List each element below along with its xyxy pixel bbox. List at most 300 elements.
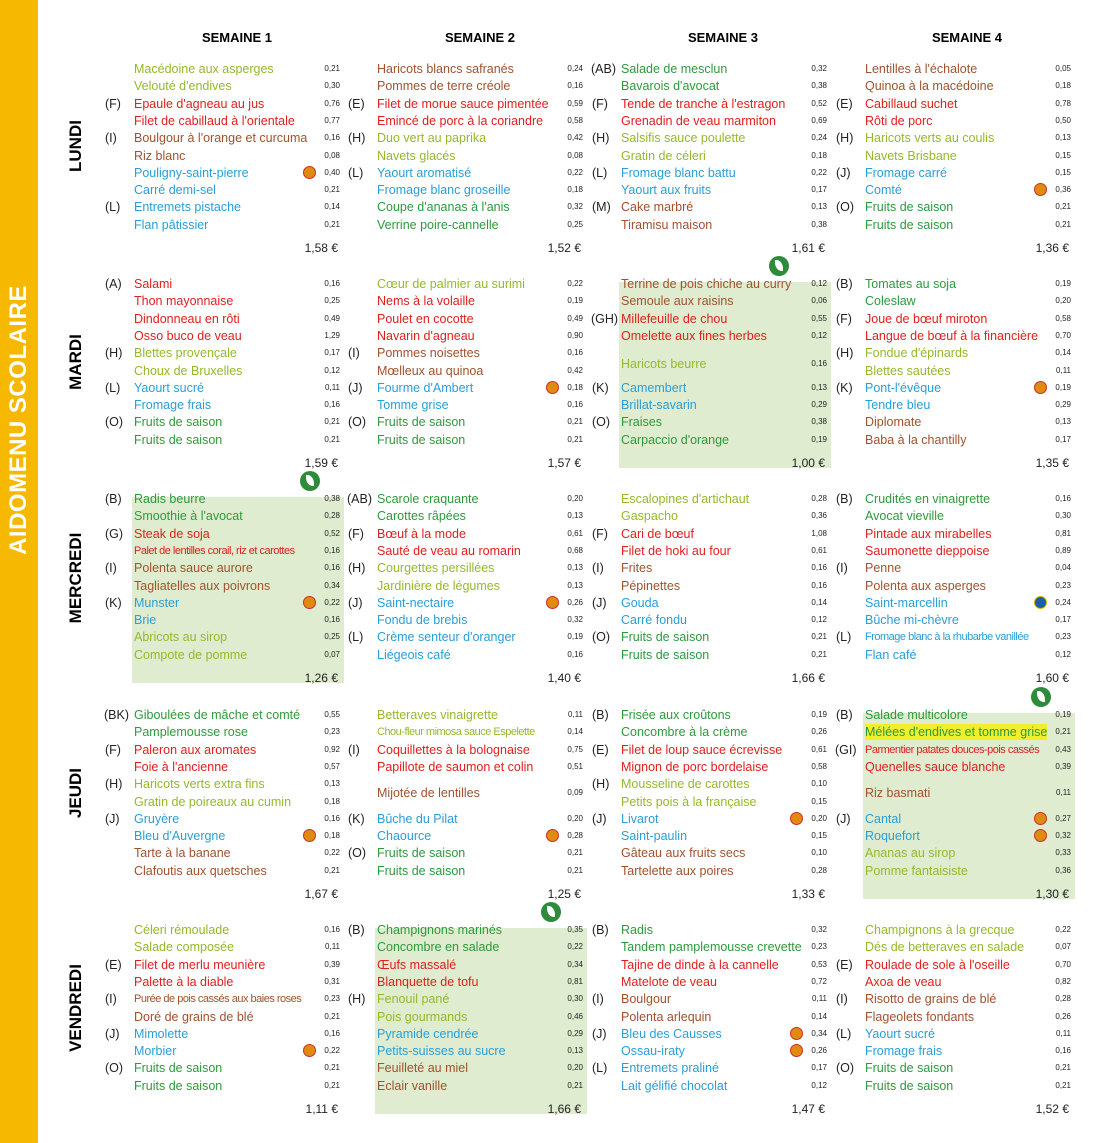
menu-item-name: Avocat vieville <box>865 509 944 524</box>
menu-item <box>134 363 340 379</box>
menu-item <box>134 612 340 628</box>
menu-item <box>105 414 340 430</box>
menu-item-name: Cœur de palmier au surimi <box>377 277 525 291</box>
menu-item-price: 0,15 <box>811 796 827 806</box>
menu-item <box>134 165 340 181</box>
menu-item-price: 0,16 <box>1055 494 1071 503</box>
menu-item <box>592 742 827 758</box>
menu-item-price: 0,34 <box>567 959 583 969</box>
menu-item-price: 0,11 <box>325 942 340 952</box>
menu-item-price: 0,16 <box>811 358 827 368</box>
menu-item-price: 0,69 <box>811 115 827 125</box>
menu-item-name: Palet de lentilles corail, riz et carottes <box>134 544 295 557</box>
menu-item <box>134 1078 340 1094</box>
menu-item-price: 0,16 <box>324 563 340 573</box>
vegetarian-leaf-icon <box>541 902 561 922</box>
menu-item-code: (H) <box>105 777 123 792</box>
menu-item-name: Livarot <box>621 811 659 826</box>
menu-item-name: Tartelette aux poires <box>621 863 734 878</box>
menu-item-code: (E) <box>592 742 609 757</box>
menu-item-price: 0,26 <box>811 1046 827 1056</box>
menu-item-name: Eclair vanille <box>377 1078 448 1093</box>
menu-item-name: Saint-marcellin <box>865 595 948 610</box>
menu-item-name: Yaourt aux fruits <box>621 183 712 198</box>
menu-item-name: Dindonneau en rôti <box>134 311 240 326</box>
menu-item-price: 0,22 <box>324 597 340 607</box>
menu-item-name: Bleu d'Auvergne <box>134 829 226 844</box>
menu-item <box>134 939 340 955</box>
menu-item-price: 0,43 <box>1055 744 1071 754</box>
aop-label-icon <box>546 596 559 609</box>
menu-item-name: Carottes râpées <box>377 509 466 524</box>
menu-item-price: 0,61 <box>811 744 827 754</box>
menu-item <box>621 356 827 372</box>
menu-item-name: Radis <box>621 923 653 937</box>
menu-item <box>348 380 583 396</box>
menu-item-code: (I) <box>592 992 604 1007</box>
menu-item-price: 0,13 <box>567 563 583 573</box>
menu-item-price: 0,17 <box>324 348 340 358</box>
menu-item-price: 0,13 <box>1055 417 1071 427</box>
menu-item-name: Filet de merlu meunière <box>134 957 266 972</box>
menu-item-name: Tagliatelles aux poivrons <box>134 578 271 593</box>
sidebar-title: AIDOMENU SCOLAIRE <box>5 285 32 555</box>
daily-total: 1,59 € <box>304 456 338 470</box>
menu-item-price: 0,68 <box>567 545 583 555</box>
menu-item-price: 0,11 <box>568 710 583 719</box>
menu-item-name: Fromage blanc à la rhubarbe vanillée <box>865 631 1029 644</box>
menu-item <box>377 939 583 955</box>
menu-item-name: Fromage carré <box>865 165 947 180</box>
menu-item-name: Feuilleté au miel <box>377 1061 469 1076</box>
menu-item-price: 0,22 <box>567 942 583 952</box>
menu-item <box>836 380 1071 396</box>
menu-item-name: Baba à la chantilly <box>865 432 967 447</box>
menu-item <box>865 828 1071 844</box>
menu-item-price: 0,16 <box>1055 1046 1071 1056</box>
menu-item <box>105 776 340 792</box>
menu-item-name: Ossau-iraty <box>621 1044 685 1059</box>
menu-item-code: (L) <box>348 630 364 645</box>
menu-item <box>621 78 827 94</box>
menu-item-price: 0,14 <box>811 1011 827 1021</box>
menu-item-name: Blanquette de tofu <box>377 974 479 989</box>
aop-label-icon <box>1034 812 1047 825</box>
menu-item-name: Macédoine aux asperges <box>134 62 274 76</box>
menu-item-price: 0,21 <box>811 632 827 642</box>
menu-item <box>621 612 827 628</box>
menu-item-name: Filet de hoki au four <box>621 543 731 558</box>
menu-item <box>105 380 340 396</box>
menu-item-name: Bûche du Pilat <box>377 811 458 826</box>
menu-item-name: Tarte à la banane <box>134 846 231 861</box>
daily-total: 1,25 € <box>547 887 581 901</box>
menu-item-price: 0,18 <box>567 382 583 392</box>
menu-item <box>865 328 1071 344</box>
menu-item-price: 0,70 <box>1055 959 1071 969</box>
menu-item <box>621 113 827 129</box>
menu-item-price: 0,23 <box>811 942 827 952</box>
menu-item-name: Salsifis sauce poulette <box>621 131 746 146</box>
menu-item <box>377 828 583 844</box>
menu-item-name: Céleri rémoulade <box>134 923 230 937</box>
sidebar-band <box>0 0 38 1143</box>
menu-item-price: 0,30 <box>1055 511 1071 521</box>
menu-item-name: Fruits de saison <box>134 432 223 447</box>
menu-item <box>105 560 340 576</box>
menu-item-name: Entremets pistache <box>134 200 241 215</box>
menu-item <box>104 707 340 723</box>
menu-item-price: 0,19 <box>567 296 583 306</box>
aop-label-icon <box>303 166 316 179</box>
menu-item-price: 0,49 <box>567 313 583 323</box>
menu-item-name: Bœuf à la mode <box>377 526 466 541</box>
aop-label-icon <box>546 381 559 394</box>
menu-item-price: 0,16 <box>324 400 340 410</box>
menu-item <box>377 647 583 663</box>
menu-item <box>592 776 827 792</box>
menu-item <box>134 1043 340 1059</box>
menu-item <box>105 595 340 611</box>
menu-item-price: 0,76 <box>324 98 340 108</box>
menu-item-price: 0,72 <box>811 976 827 986</box>
menu-item <box>621 508 827 524</box>
menu-item <box>377 508 583 524</box>
menu-item-name: Rôti de porc <box>865 113 933 128</box>
menu-item-code: (GI) <box>835 742 857 757</box>
menu-item-code: (O) <box>836 200 855 215</box>
menu-item <box>377 1026 583 1042</box>
menu-item <box>348 922 583 938</box>
menu-item-name: Poulet en cocotte <box>377 311 474 326</box>
menu-item-price: 0,22 <box>567 279 583 288</box>
menu-item-name: Pois gourmands <box>377 1009 468 1024</box>
menu-item-price: 0,82 <box>1055 976 1071 986</box>
menu-item-code: (O) <box>592 415 611 430</box>
menu-item-name: Abricots au sirop <box>134 630 228 645</box>
menu-item-name: Cake marbré <box>621 200 694 215</box>
menu-item <box>865 724 1071 740</box>
menu-item-name: Pépinettes <box>621 578 681 593</box>
menu-item-code: (K) <box>348 811 365 826</box>
menu-item <box>377 863 583 879</box>
menu-item-name: Langue de bœuf à la financière <box>865 328 1039 343</box>
menu-item-name: Fruits de saison <box>621 647 710 662</box>
week-header-1: SEMAINE 1 <box>201 30 273 45</box>
menu-item <box>377 182 583 198</box>
menu-item-price: 0,58 <box>811 761 827 771</box>
menu-item-name: Comté <box>865 183 902 198</box>
menu-item-name: Radis beurre <box>134 492 206 506</box>
menu-item <box>592 560 827 576</box>
menu-item-price: 0,24 <box>1055 597 1071 607</box>
menu-item-price: 0,21 <box>1055 727 1071 737</box>
menu-item-code: (I) <box>348 742 360 757</box>
menu-item <box>105 526 340 542</box>
menu-item-name: Giboulées de mâche et comté <box>134 708 301 722</box>
menu-item <box>348 595 583 611</box>
menu-item-price: 0,06 <box>811 296 827 306</box>
menu-item-price: 0,20 <box>811 813 827 823</box>
menu-item <box>592 199 827 215</box>
menu-item <box>592 922 827 938</box>
menu-item <box>865 578 1071 594</box>
menu-item-name: Verrine poire-cannelle <box>377 217 499 232</box>
menu-item <box>377 785 583 801</box>
menu-item-price: 0,19 <box>1055 382 1071 392</box>
menu-item-name: Yaourt aromatisé <box>377 165 472 180</box>
menu-item-name: Carré demi-sel <box>134 183 216 198</box>
menu-item-price: 0,19 <box>567 632 583 642</box>
menu-item-code: (K) <box>836 380 853 395</box>
menu-item-name: Smoothie à l'avocat <box>134 509 243 524</box>
menu-item-name: Bûche mi-chèvre <box>865 613 959 628</box>
menu-item-price: 0,24 <box>811 133 827 143</box>
menu-item-code: (BK) <box>104 708 129 722</box>
menu-item-name: Papillote de saumon et colin <box>377 759 534 774</box>
menu-item-code: (L) <box>348 165 364 180</box>
menu-item-code: (J) <box>592 811 607 826</box>
menu-item-price: 0,75 <box>567 744 583 754</box>
menu-item <box>377 1043 583 1059</box>
menu-item-name: Salade de mesclun <box>621 62 728 76</box>
aop-label-icon <box>1034 829 1047 842</box>
menu-item-price: 0,29 <box>811 400 827 410</box>
menu-item <box>377 543 583 559</box>
menu-item <box>591 311 827 327</box>
menu-item-name: Œufs massalé <box>377 957 457 972</box>
menu-item-name: Fruits de saison <box>134 415 223 430</box>
menu-item <box>134 578 340 594</box>
menu-item <box>865 595 1071 611</box>
menu-item <box>621 828 827 844</box>
menu-item <box>377 78 583 94</box>
menu-item-price: 0,21 <box>324 1080 340 1090</box>
menu-item <box>377 199 583 215</box>
menu-item <box>865 1078 1071 1094</box>
menu-item-name: Pommes de terre créole <box>377 79 511 94</box>
menu-item-code: (O) <box>348 415 367 430</box>
menu-item-name: Gruyère <box>134 811 180 826</box>
menu-item-code: (B) <box>836 277 853 291</box>
menu-item-code: (H) <box>592 777 610 792</box>
menu-item <box>134 78 340 94</box>
menu-item-code: (L) <box>592 165 608 180</box>
menu-item-name: Entremets praliné <box>621 1061 719 1076</box>
aop-label-icon <box>303 1044 316 1057</box>
menu-item <box>592 380 827 396</box>
menu-item-price: 0,22 <box>324 1046 340 1056</box>
menu-item-name: Crudités en vinaigrette <box>865 492 991 506</box>
menu-item-code: (L) <box>836 1026 852 1041</box>
menu-item-price: 0,13 <box>567 580 583 590</box>
menu-item-code: (F) <box>592 96 608 111</box>
menu-item-name: Flageolets fondants <box>865 1009 975 1024</box>
menu-item <box>134 828 340 844</box>
menu-item <box>134 61 340 77</box>
menu-item-price: 0,89 <box>1055 545 1071 555</box>
menu-item-price: 0,46 <box>567 1011 583 1021</box>
menu-item-name: Penne <box>865 561 902 576</box>
menu-item <box>377 578 583 594</box>
menu-item-name: Bavarois d'avocat <box>621 79 720 94</box>
menu-item-price: 0,13 <box>567 1046 583 1056</box>
menu-item-name: Sauté de veau au romarin <box>377 543 521 558</box>
menu-item <box>377 724 583 740</box>
menu-item-price: 0,81 <box>1055 528 1071 538</box>
menu-item-price: 0,22 <box>1055 925 1071 934</box>
menu-item-code: (L) <box>105 380 121 395</box>
menu-item-price: 0,08 <box>324 150 340 160</box>
menu-item-price: 0,32 <box>567 202 583 212</box>
menu-item <box>377 293 583 309</box>
menu-item-name: Brillat-savarin <box>621 398 697 413</box>
menu-item <box>377 61 583 77</box>
menu-item-name: Roquefort <box>865 829 920 844</box>
menu-item-name: Nems à la volaille <box>377 294 475 309</box>
menu-item <box>836 491 1071 507</box>
menu-item-name: Brie <box>134 613 157 628</box>
menu-item-price: 0,07 <box>1055 942 1071 952</box>
menu-item <box>621 328 827 344</box>
menu-item <box>865 863 1071 879</box>
menu-item-name: Coupe d'ananas à l'anis <box>377 200 510 215</box>
menu-item-price: 0,18 <box>811 150 827 160</box>
menu-item-name: Fruits de saison <box>865 1061 954 1076</box>
menu-item-name: Coleslaw <box>865 294 916 309</box>
menu-item <box>621 759 827 775</box>
menu-item-name: Cari de bœuf <box>621 526 694 541</box>
menu-item-name: Saint-paulin <box>621 829 688 844</box>
menu-item-name: Fourme d'Ambert <box>377 380 474 395</box>
menu-item-name: Semoule aux raisins <box>621 294 734 309</box>
menu-item-name: Matelote de veau <box>621 974 717 989</box>
menu-item-name: Steak de soja <box>134 526 210 541</box>
menu-item <box>621 491 827 507</box>
menu-item-price: 0,58 <box>567 115 583 125</box>
menu-item-code: (F) <box>592 526 608 541</box>
menu-item-name: Fromage blanc battu <box>621 165 736 180</box>
menu-item-name: Flan pâtissier <box>134 217 209 232</box>
menu-item-code: (H) <box>348 992 366 1007</box>
menu-item <box>865 363 1071 379</box>
menu-item-price: 0,21 <box>324 417 340 427</box>
menu-item-price: 0,20 <box>567 494 583 503</box>
menu-item-name: Frites <box>621 561 653 576</box>
menu-item-name: Pont-l'évêque <box>865 380 942 395</box>
menu-item <box>836 130 1071 146</box>
menu-item <box>836 345 1071 361</box>
menu-item <box>592 629 827 645</box>
menu-item-code: (H) <box>592 131 610 146</box>
menu-item <box>865 217 1071 233</box>
menu-item <box>134 794 340 810</box>
menu-item <box>591 61 827 77</box>
menu-item-price: 0,38 <box>324 494 340 503</box>
menu-item-name: Fruits de saison <box>377 432 466 447</box>
menu-item-price: 0,14 <box>324 202 340 212</box>
menu-item <box>377 432 583 448</box>
menu-item-code: (H) <box>348 561 366 576</box>
menu-item-price: 0,21 <box>1055 1063 1071 1073</box>
menu-item <box>621 1043 827 1059</box>
menu-item-price: 1,08 <box>811 528 827 538</box>
menu-item <box>836 311 1071 327</box>
menu-item-price: 0,16 <box>324 545 340 555</box>
menu-item-name: Crème senteur d'oranger <box>377 630 516 645</box>
menu-item <box>621 293 827 309</box>
menu-item <box>377 1060 583 1076</box>
menu-item-code: (F) <box>105 96 121 111</box>
menu-item-code: (I) <box>348 346 360 361</box>
menu-item <box>348 991 583 1007</box>
menu-item <box>592 96 827 112</box>
menu-item <box>865 612 1071 628</box>
menu-item-code: (I) <box>105 131 117 146</box>
menu-item-price: 0,23 <box>1055 580 1071 590</box>
menu-item <box>134 293 340 309</box>
menu-item-name: Mijotée de lentilles <box>377 785 480 800</box>
menu-item-code: (F) <box>105 742 121 757</box>
menu-item <box>377 612 583 628</box>
menu-item-name: Osso buco de veau <box>134 328 242 343</box>
menu-item-name: Blettes sautées <box>865 363 951 378</box>
menu-item-code: (AB) <box>347 492 372 506</box>
menu-item <box>621 863 827 879</box>
menu-item-price: 0,21 <box>567 434 583 444</box>
menu-item-name: Tiramisu maison <box>621 217 713 232</box>
daily-total: 1,52 € <box>1035 1102 1069 1116</box>
menu-item-price: 0,11 <box>325 382 340 392</box>
menu-item-code: (B) <box>592 708 609 722</box>
menu-item-price: 0,38 <box>811 81 827 91</box>
menu-item-price: 0,57 <box>324 761 340 771</box>
menu-item <box>621 939 827 955</box>
menu-item-price: 0,40 <box>324 167 340 177</box>
menu-item <box>592 707 827 723</box>
menu-item-name: Duo vert au paprika <box>377 131 487 146</box>
menu-item-name: Fromage frais <box>865 1044 943 1059</box>
menu-item <box>348 811 583 827</box>
menu-item-price: 0,14 <box>1055 348 1071 358</box>
menu-item-name: Courgettes persillées <box>377 561 495 576</box>
menu-item-name: Polenta sauce aurore <box>134 561 253 576</box>
menu-item-price: 0,21 <box>324 185 340 195</box>
menu-item-price: 0,53 <box>811 959 827 969</box>
menu-item-price: 0,11 <box>1056 787 1071 797</box>
menu-item <box>865 293 1071 309</box>
menu-item <box>377 148 583 164</box>
menu-item-name: Carré fondu <box>621 613 688 628</box>
menu-item-code: (H) <box>105 346 123 361</box>
menu-item-price: 0,32 <box>811 925 827 934</box>
menu-item-price: 0,25 <box>324 296 340 306</box>
menu-item <box>377 276 583 292</box>
daily-total: 1,36 € <box>1035 241 1069 255</box>
menu-item-name: Fromage blanc groseille <box>377 183 511 198</box>
aop-label-icon <box>1034 381 1047 394</box>
menu-item-name: Navets Brisbane <box>865 148 957 163</box>
menu-item-price: 0,19 <box>811 434 827 444</box>
menu-item <box>865 974 1071 990</box>
menu-item-name: Navarin d'agneau <box>377 328 475 343</box>
menu-item-price: 0,28 <box>567 831 583 841</box>
menu-item <box>134 629 340 645</box>
menu-item-name: Champignons à la grecque <box>865 923 1015 937</box>
menu-item-price: 0,42 <box>567 365 583 375</box>
menu-item-price: 0,16 <box>324 925 340 934</box>
menu-item-name: Pouligny-saint-pierre <box>134 165 249 180</box>
